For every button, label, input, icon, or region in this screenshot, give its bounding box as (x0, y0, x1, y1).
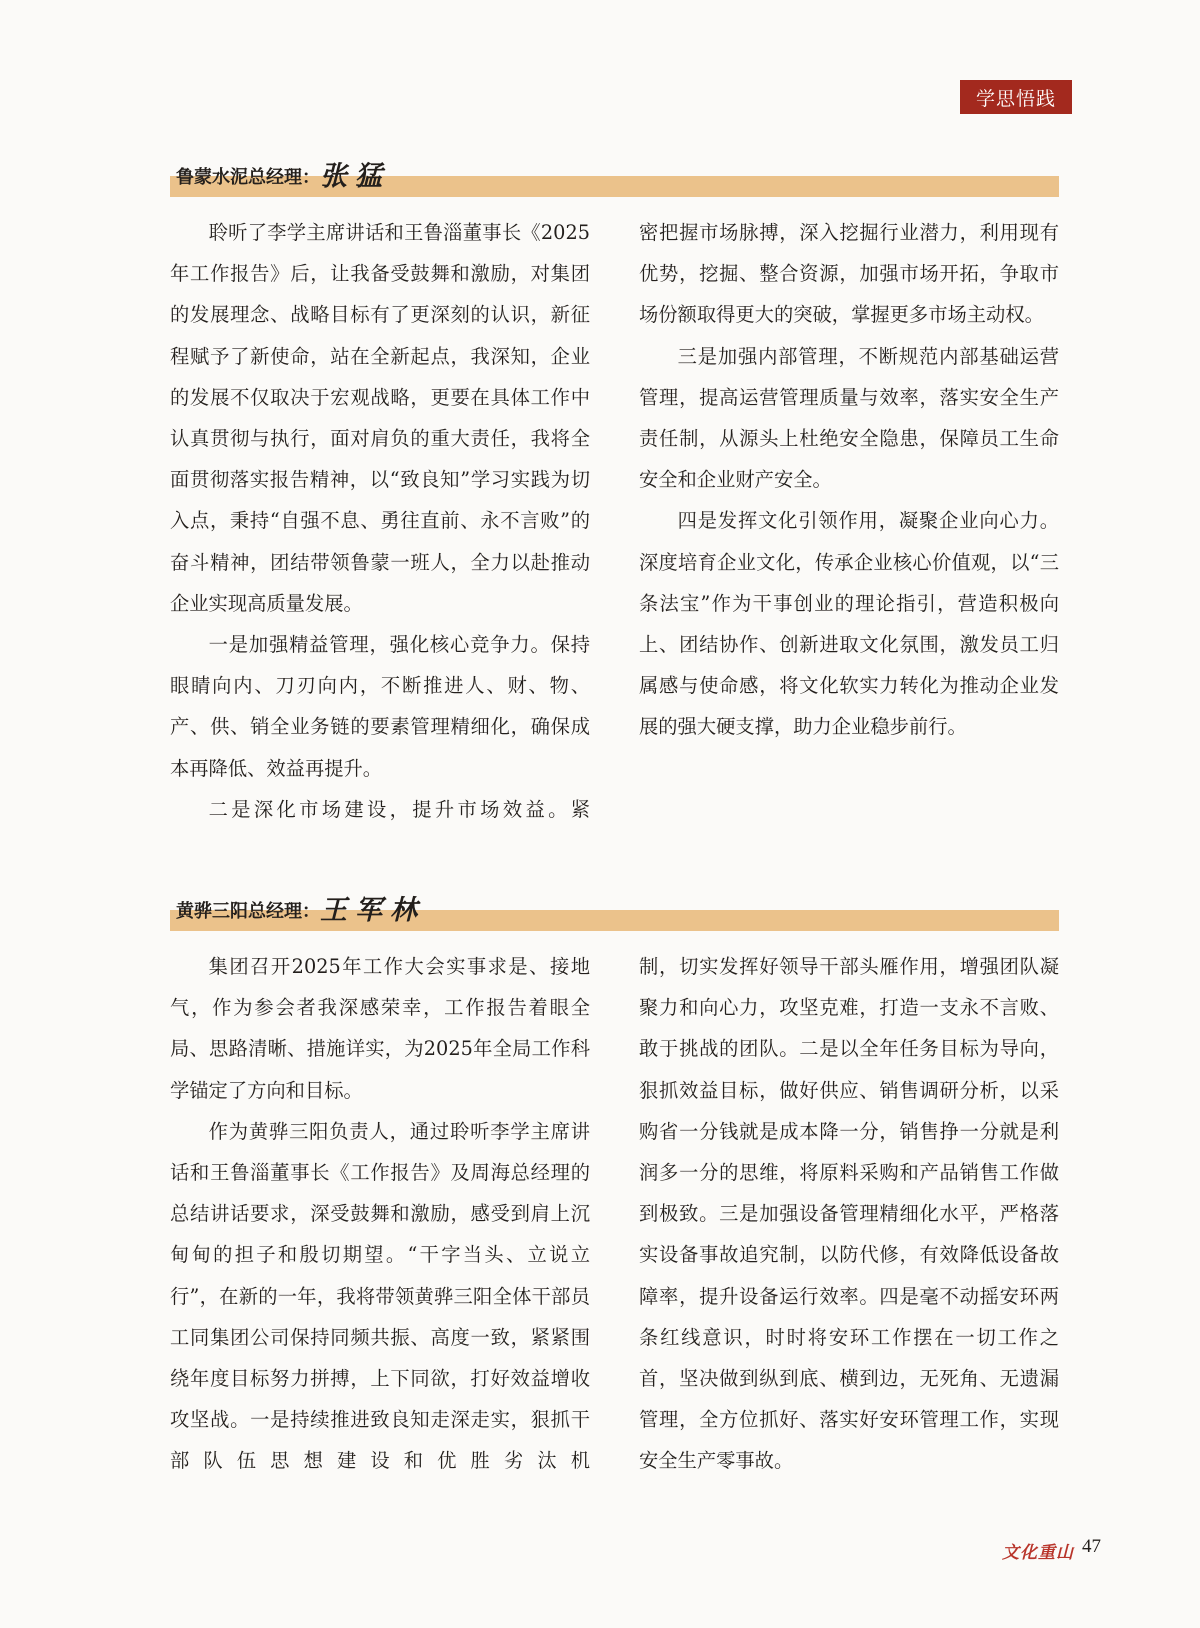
article-1-right-paragraph-2: 三是加强内部管理，不断规范内部基础运营管理，提高运营管理质量与效率，落实安全生产责任制，从源头上杜绝安全隐患，保障员工生命安全和企业财产安全。 (639, 344, 1059, 492)
article-2-left-paragraph-2: 作为黄骅三阳负责人，通过聆听李学主席讲话和王鲁淄董事长《工作报告》及周海总经理的总结讲话要求，深受鼓舞和激励，感受到肩上沉甸甸的担子和殷切期望。“干字当头、立说立行”，在新的一年，我将带领黄骅三阳全体干部员工同集团公司保持同频共振、高度一致，紧紧围绕年度目标努力拼搏，上下同欲，打好效益增收攻坚战。一是持续推进致良知走深走实，狠抓干部队伍思想建设和优胜劣汰机 (170, 1119, 590, 1473)
article-2-left-paragraph-1: 集团召开2025年工作大会实事求是、接地气，作为参会者我深感荣幸，工作报告着眼全局、思路清晰、措施详实，为2025年全局工作科学锚定了方向和目标。 (170, 955, 590, 1102)
article-1-left-paragraph-3: 二是深化市场建设，提升市场效益。紧 (208, 797, 590, 821)
article-1-left-paragraph-2: 一是加强精益管理，强化核心竞争力。保持眼睛向内、刀刃向内，不断推进人、财、物、产、供、销全业务链的要素管理精细化，确保成本再降低、效益再提升。 (170, 633, 590, 780)
article-2-header-name: 王军林 (320, 895, 425, 926)
article-1-left-column (170, 212, 590, 830)
article-1-header (176, 162, 390, 193)
article-2-right-column (639, 946, 1059, 1482)
article-2-left-column (170, 946, 590, 1482)
article-1-right-paragraph-3: 四是发挥文化引领作用，凝聚企业向心力。深度培育企业文化，传承企业核心价值观，以“三条法宝”作为干事创业的理论指引，营造积极向上、团结协作、创新进取文化氛围，激发员工归属感与使命感，将文化软实力转化为推动企业发展的强大硬支撑，助力企业稳步前行。 (639, 509, 1059, 739)
page-number: 47 (1082, 1536, 1101, 1557)
section-tag: 学思悟践 (960, 80, 1072, 114)
magazine-brand: 文化重山 (1002, 1543, 1074, 1563)
article-1-right-paragraph-1: 密把握市场脉搏，深入挖掘行业潜力，利用现有优势，挖掘、整合资源，加强市场开拓，争取市场份额取得更大的突破，掌握更多市场主动权。 (639, 221, 1059, 327)
article-2-right-paragraph-1: 制，切实发挥好领导干部头雁作用，增强团队凝聚力和向心力，攻坚克难，打造一支永不言败、敢于挑战的团队。二是以全年任务目标为导向，狠抓效益目标，做好供应、销售调研分析，以采购省一分钱就是成本降一分，销售挣一分就是利润多一分的思维，将原料采购和产品销售工作做到极致。三是加强设备管理精细化水平，严格落实设备事故追究制，以防代修，有效降低设备故障率，提升设备运行效率。四是毫不动摇安环两条红线意识，时时将安环工作摆在一切工作之首，坚决做到纵到底、横到边，无死角、无遗漏管理，全方位抓好、落实好安环管理工作，实现安全生产零事故。 (639, 955, 1059, 1473)
article-1-left-paragraph-1: 聆听了李学主席讲话和王鲁淄董事长《2025年工作报告》后，让我备受鼓舞和激励，对集团的发展理念、战略目标有了更深刻的认识，新征程赋予了新使命，站在全新起点，我深知，企业的发展不仅取决于宏观战略，更要在具体工作中认真贯彻与执行，面对肩负的重大责任，我将全面贯彻落实报告精神，以“致良知”学习实践为切入点，秉持“自强不息、勇往直前、永不言败”的奋斗精神，团结带领鲁蒙一班人，全力以赴推动企业实现高质量发展。 (170, 221, 590, 615)
article-1-header-name: 张猛 (320, 161, 390, 192)
article-1-header-label: 鲁蒙水泥总经理： (176, 167, 320, 188)
article-1-right-column (639, 212, 1059, 748)
article-2-header-label: 黄骅三阳总经理： (176, 901, 320, 922)
article-2-header (176, 896, 425, 927)
